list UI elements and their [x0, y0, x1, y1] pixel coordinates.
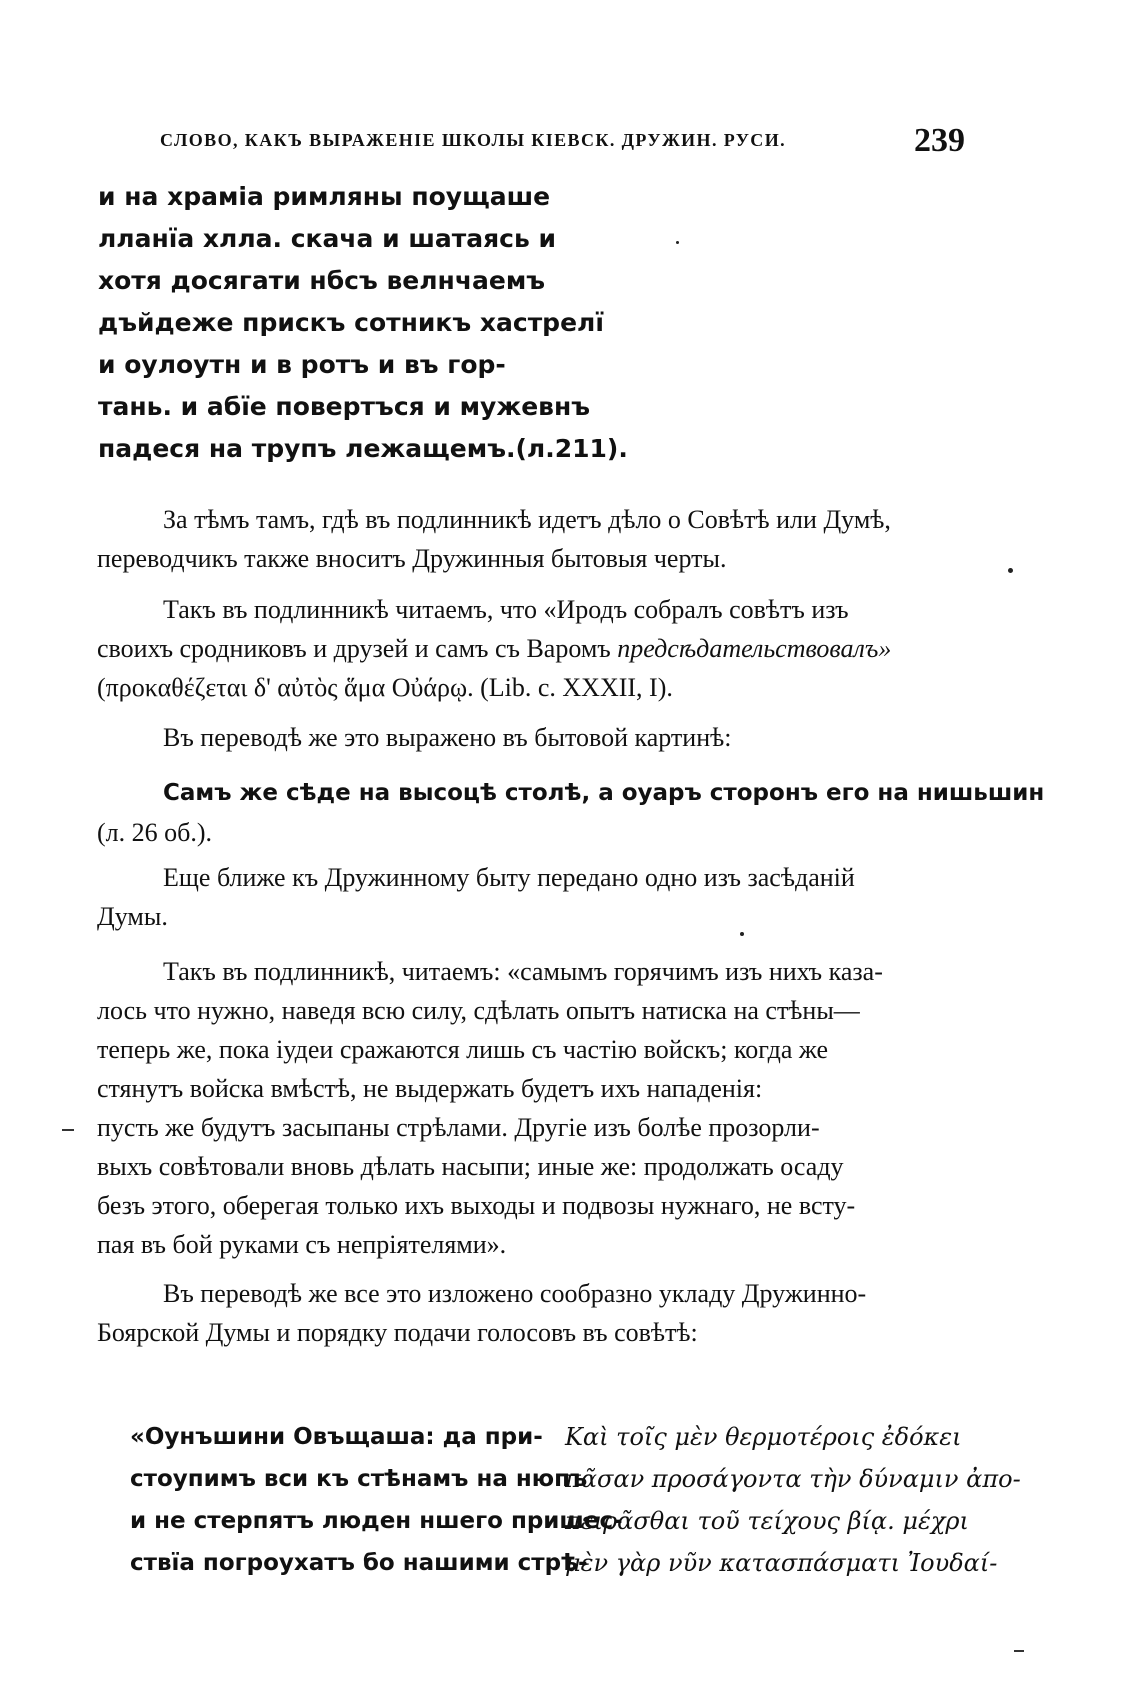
slavonic-column-line: «Оунъшини Овъщаша: да при-	[130, 1424, 543, 1450]
paragraph-line: пусть же будутъ засыпаны стрѣлами. Другіе изъ болѣе прозорли-	[97, 1113, 820, 1142]
paragraph-line: пая въ бой руками съ непріятелями».	[97, 1230, 507, 1259]
paragraph-line: (προκαθέζεται δ' αὐτὸς ἅμα Οὐάρῳ. (Lib. c. XXXII, I).	[97, 673, 673, 702]
slavonic-inline-quote	[97, 774, 1045, 852]
greek-column-line: πᾶσαν προσάγοντα τὴν δύναμιν ἀπο-	[565, 1465, 1021, 1493]
paragraph-line: Еще ближе къ Дружинному быту передано одно изъ засѣданій	[163, 863, 855, 892]
slavonic-quote-line: дъйдеже прискъ сотникъ хастрелї	[98, 308, 604, 337]
slavonic-quote-line: тань. и абїе повертъся и мужевнъ	[98, 392, 591, 421]
paragraph-line: Въ переводѣ же это выражено въ бытовой картинѣ:	[163, 723, 732, 752]
slavonic-inline-ref: (л. 26 об.).	[97, 818, 213, 847]
paragraph-text: своихъ сродниковъ и друзей и самъ съ Варомъ	[97, 634, 618, 663]
paragraph-line: теперь же, пока іудеи сражаются лишь съ частію войскъ; когда же	[97, 1035, 829, 1064]
paragraph-line: Такъ въ подлинникѣ читаемъ, что «Иродъ собралъ совѣтъ изъ	[163, 595, 849, 624]
paragraph-line: безъ этого, оберегая только ихъ выходы и подвозы нужнаго, не всту-	[97, 1191, 856, 1220]
paragraph-line	[97, 629, 962, 668]
slavonic-column	[130, 1416, 623, 1584]
paragraph-line: Боярской Думы и порядку подачи голосовъ въ совѣтѣ:	[97, 1318, 698, 1347]
slavonic-quote-line: падеся на трупъ лежащемъ.(л.211).	[98, 434, 628, 463]
print-speck	[740, 932, 744, 936]
slavonic-inline-text: Самъ же сѣде на высоцѣ столѣ, а оуаръ сторонъ его на нишьшин	[163, 780, 1045, 806]
paragraph-line: Думы.	[97, 902, 168, 931]
greek-column-line: Καὶ τοῖς μὲν θερμοτέροις ἐδόκει	[565, 1423, 962, 1451]
page-header	[160, 122, 965, 166]
paragraph-5	[97, 952, 962, 1264]
slavonic-column-line: стоупимъ вси къ стѣнамъ на нюпъ	[130, 1466, 588, 1492]
print-speck	[1008, 568, 1013, 573]
paragraph-6	[97, 1274, 962, 1352]
slavonic-column-line: ствїа погроухатъ бо нашими стрѣ-	[130, 1550, 588, 1576]
slavonic-quote-line: лланїа хлла. скача и шатаясь и	[98, 224, 557, 253]
paragraph-2	[97, 590, 962, 707]
paragraph-line: выхъ совѣтовали вновь дѣлать насыпи; иные же: продолжать осаду	[97, 1152, 844, 1181]
print-speck	[676, 241, 679, 244]
paragraph-4	[97, 858, 962, 936]
slavonic-quote-block	[98, 176, 628, 470]
paragraph-line: За тѣмъ тамъ, гдѣ въ подлинникѣ идетъ дѣло о Совѣтѣ или Думѣ,	[163, 505, 891, 534]
print-mark	[62, 1129, 74, 1131]
slavonic-column-line: и не стерпятъ люден ншего пришес-	[130, 1508, 623, 1534]
italic-term: предсѣдательствовалъ»	[617, 634, 892, 663]
slavonic-quote-line: хотя досягати нбсъ велнчаемъ	[98, 266, 546, 295]
greek-column-line: πειρᾶσθαι τοῦ τείχους βίᾳ. μέχρι	[565, 1507, 969, 1535]
greek-column	[565, 1416, 1021, 1584]
paragraph-line: лось что нужно, наведя всю силу, сдѣлать опытъ натиска на стѣны—	[97, 996, 860, 1025]
running-head: СЛОВО, КАКЪ ВЫРАЖЕНІЕ ШКОЛЫ КІЕВСК. ДРУЖИН. РУСИ.	[160, 130, 787, 150]
paragraph-1	[97, 500, 962, 578]
slavonic-quote-line: и оулоутн и в ротъ и въ гор-	[98, 350, 506, 379]
slavonic-quote-line: и на храміа римляны поущаше	[98, 182, 551, 211]
paragraph-line: Въ переводѣ же все это изложено сообразно укладу Дружинно-	[163, 1279, 867, 1308]
paragraph-line: Такъ въ подлинникѣ, читаемъ: «самымъ горячимъ изъ нихъ каза-	[163, 957, 883, 986]
print-mark	[1014, 1650, 1024, 1652]
greek-column-line: μὲν γὰρ νῦν κατασπάσματι Ἰουδαί-	[565, 1549, 998, 1577]
paragraph-line: стянутъ войска вмѣстѣ, не выдержать будетъ ихъ нападенія:	[97, 1074, 763, 1103]
paragraph-line: переводчикъ также вноситъ Дружинныя бытовыя черты.	[97, 544, 727, 573]
page-number: 239	[914, 122, 965, 159]
paragraph-3	[97, 718, 962, 757]
